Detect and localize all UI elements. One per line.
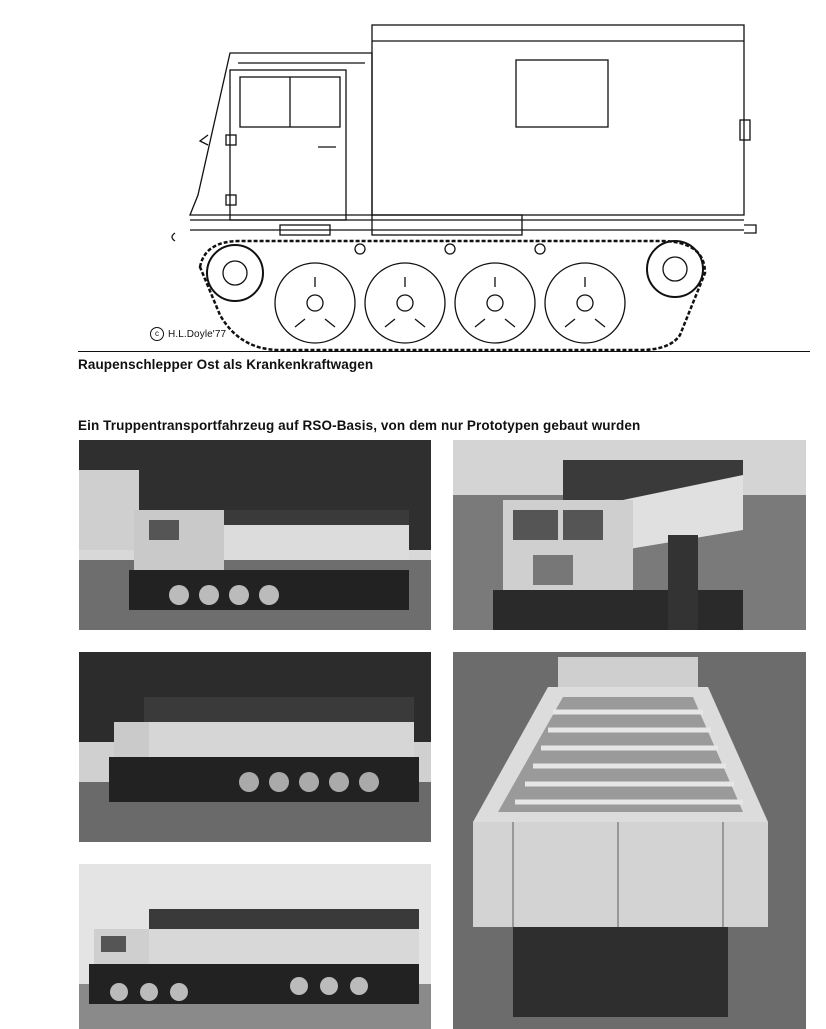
drawing-caption: Raupenschlepper Ost als Krankenkraftwagen bbox=[78, 357, 374, 372]
photo-troop-carrier-trees bbox=[79, 652, 431, 842]
drawing-credit bbox=[150, 327, 226, 341]
photo-troop-carrier-low bbox=[79, 864, 431, 1029]
drawing-credit-text: H.L.Doyle'77 bbox=[168, 328, 227, 340]
section-caption: Ein Truppentransportfahrzeug auf RSO-Basis, von dem nur Prototypen gebaut wurden bbox=[78, 418, 641, 433]
copyright-icon: c bbox=[150, 327, 164, 341]
photo-cargo-bed-top bbox=[453, 652, 806, 1029]
road-wheels bbox=[275, 263, 625, 343]
ambulance-line-drawing bbox=[160, 15, 760, 360]
photo-troop-carrier-side bbox=[79, 440, 431, 630]
photo-troop-carrier-front bbox=[453, 440, 806, 630]
divider bbox=[78, 351, 810, 352]
